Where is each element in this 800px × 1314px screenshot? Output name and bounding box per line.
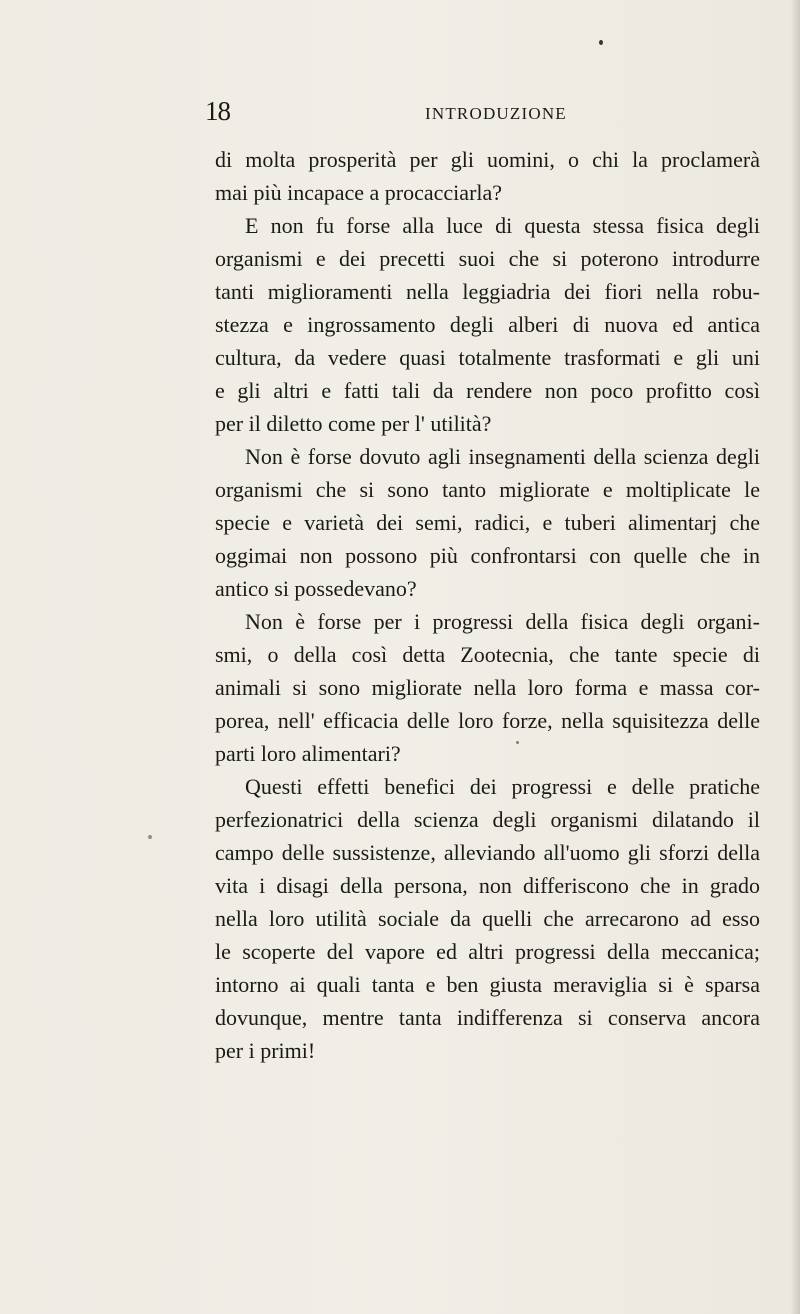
text-line: per il diletto come per l' utilità? <box>215 411 492 436</box>
text-line: stezza e ingrossamento degli alberi di nuova ed antica <box>215 312 760 337</box>
text-line: e gli altri e fatti tali da rendere non poco profitto così <box>215 378 760 403</box>
text-line: tanti miglioramenti nella leggiadria dei fiori nella robu- <box>215 279 760 304</box>
text-line: oggimai non possono più confrontarsi con quelle che in <box>215 543 760 568</box>
body-text <box>215 143 760 1067</box>
text-line: cultura, da vedere quasi totalmente trasformati e gli uni <box>215 345 760 370</box>
text-line: le scoperte del vapore ed altri progressi della meccanica; <box>215 939 760 964</box>
page-edge-shadow <box>790 0 800 1314</box>
text-line: nella loro utilità sociale da quelli che arrecarono ad esso <box>215 906 760 931</box>
running-head: INTRODUZIONE <box>425 104 567 123</box>
text-line: mai più incapace a procacciarla? <box>215 180 503 205</box>
text-line: specie e varietà dei semi, radici, e tuberi alimentarj che <box>215 510 760 535</box>
text-line: dovunque, mentre tanta indifferenza si conserva ancora <box>215 1005 760 1030</box>
page-number: 18 <box>205 96 230 126</box>
text-line: organismi e dei precetti suoi che si poterono introdurre <box>215 246 760 271</box>
text-line: porea, nell' efficacia delle loro forze, nella squisitezza delle <box>215 708 760 733</box>
text-line: Non è forse per i progressi della fisica degli organi- <box>245 609 760 634</box>
ink-speck <box>599 40 603 45</box>
text-line: E non fu forse alla luce di questa stessa fisica degli <box>245 213 760 238</box>
text-line: perfezionatrici della scienza degli organismi dilatando il <box>215 807 760 832</box>
text-line: vita i disagi della persona, non differiscono che in grado <box>215 873 760 898</box>
text-line: antico si possedevano? <box>215 576 417 601</box>
text-line: per i primi! <box>215 1038 316 1063</box>
text-line: animali si sono migliorate nella loro forma e massa cor- <box>215 675 760 700</box>
text-line: organismi che si sono tanto migliorate e moltiplicate le <box>215 477 760 502</box>
text-line: intorno ai quali tanta e ben giusta meraviglia si è sparsa <box>215 972 760 997</box>
text-line: parti loro alimentari? <box>215 741 401 766</box>
ink-speck <box>516 741 519 744</box>
text-line: smi, o della così detta Zootecnia, che tante specie di <box>215 642 760 667</box>
text-line: Non è forse dovuto agli insegnamenti della scienza degli <box>245 444 760 469</box>
text-line: Questi effetti benefici dei progressi e delle pratiche <box>245 774 760 799</box>
ink-speck <box>148 835 152 839</box>
text-line: di molta prosperità per gli uomini, o chi la proclamerà <box>215 147 760 172</box>
text-line: campo delle sussistenze, alleviando all'uomo gli sforzi della <box>215 840 760 865</box>
